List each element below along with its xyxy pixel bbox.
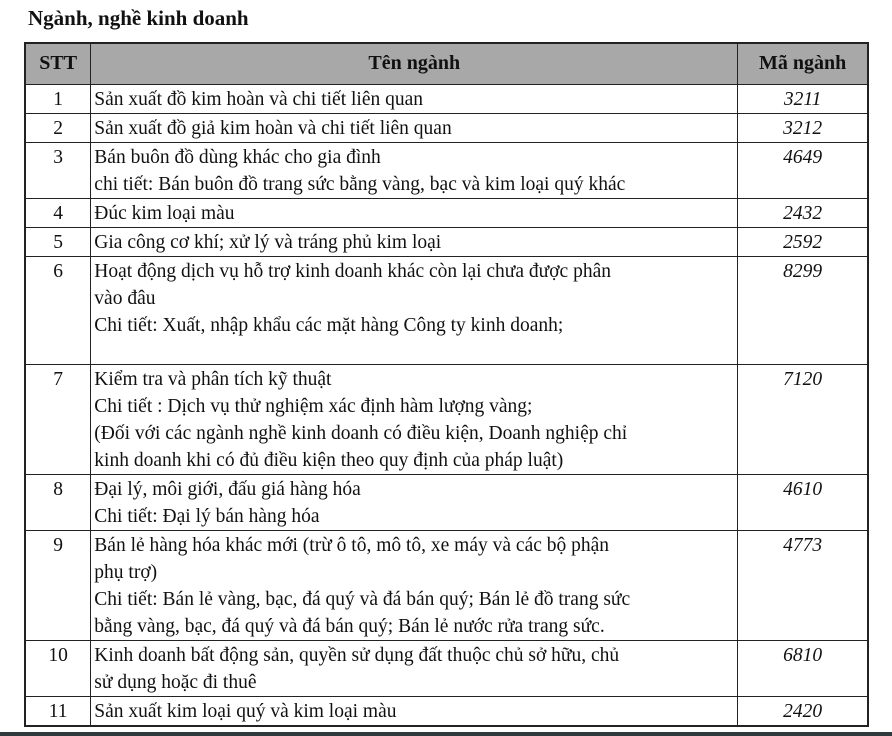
name-line: Bán buôn đồ dùng khác cho gia đình — [94, 146, 381, 168]
cell-name — [91, 142, 738, 198]
cell-code: 6810 — [738, 640, 868, 696]
cell-code: 4649 — [738, 142, 868, 198]
header-name: Tên ngành — [91, 43, 738, 84]
bottom-edge-divider — [0, 732, 892, 736]
name-line: Gia công cơ khí; xử lý và tráng phủ kim loại — [94, 231, 442, 253]
name-line: Đại lý, môi giới, đấu giá hàng hóa — [94, 478, 361, 500]
cell-stt: 8 — [25, 474, 91, 530]
name-line: Kinh doanh bất động sản, quyền sử dụng đất thuộc chủ sở hữu, chủ — [94, 644, 620, 666]
name-line: Bán lẻ hàng hóa khác mới (trừ ô tô, mô tô, xe máy và các bộ phận — [94, 534, 610, 556]
cell-name — [91, 696, 738, 726]
header-code: Mã ngành — [738, 43, 868, 84]
table-header-row — [25, 43, 868, 84]
cell-code: 4773 — [738, 530, 868, 640]
detail-line: Chi tiết: Đại lý bán hàng hóa — [94, 505, 320, 527]
table-row — [25, 198, 868, 227]
table-row — [25, 696, 868, 726]
cell-code: 3212 — [738, 113, 868, 142]
cell-stt: 5 — [25, 227, 91, 256]
cell-code: 2432 — [738, 198, 868, 227]
table-row — [25, 227, 868, 256]
cell-stt: 2 — [25, 113, 91, 142]
cell-stt: 9 — [25, 530, 91, 640]
cell-code: 4610 — [738, 474, 868, 530]
detail-line: bằng vàng, bạc, đá quý và đá bán quý; Bán lẻ nước rửa trang sức. — [94, 615, 605, 637]
cell-name — [91, 474, 738, 530]
table-row — [25, 113, 868, 142]
cell-name — [91, 84, 738, 113]
cell-name — [91, 113, 738, 142]
name-line: Đúc kim loại màu — [94, 202, 235, 224]
table-row — [25, 474, 868, 530]
cell-stt: 7 — [25, 364, 91, 474]
cell-name — [91, 364, 738, 474]
table-row — [25, 256, 868, 364]
business-lines-table — [24, 42, 869, 727]
note-line: (Đối với các ngành nghề kinh doanh có điều kiện, Doanh nghiệp chỉ — [94, 422, 628, 444]
table-row — [25, 640, 868, 696]
cell-stt: 10 — [25, 640, 91, 696]
name-line: vào đâu — [94, 287, 156, 309]
cell-name — [91, 256, 738, 364]
name-line: Hoạt động dịch vụ hỗ trợ kinh doanh khác còn lại chưa được phân — [94, 260, 611, 282]
cell-name — [91, 530, 738, 640]
section-title: Ngành, nghề kinh doanh — [28, 6, 249, 30]
note-line: kinh doanh khi có đủ điều kiện theo quy định của pháp luật) — [94, 449, 564, 471]
cell-code: 2592 — [738, 227, 868, 256]
cell-stt: 1 — [25, 84, 91, 113]
cell-name — [91, 640, 738, 696]
detail-line: Chi tiết: Bán lẻ vàng, bạc, đá quý và đá bán quý; Bán lẻ đồ trang sức — [94, 588, 631, 610]
detail-line: Chi tiết : Dịch vụ thử nghiệm xác định hàm lượng vàng; — [94, 395, 533, 417]
name-line: Sản xuất đồ giả kim hoàn và chi tiết liên quan — [94, 117, 452, 139]
cell-stt: 11 — [25, 696, 91, 726]
name-line: phụ trợ) — [94, 561, 158, 583]
name-line: sử dụng hoặc đi thuê — [94, 671, 257, 693]
name-line: Kiểm tra và phân tích kỹ thuật — [94, 368, 332, 390]
table-row — [25, 142, 868, 198]
cell-stt: 3 — [25, 142, 91, 198]
cell-code: 8299 — [738, 256, 868, 364]
table-row — [25, 84, 868, 113]
name-line: Sản xuất kim loại quý và kim loại màu — [94, 700, 397, 722]
header-stt: STT — [25, 43, 91, 84]
name-line: Sản xuất đồ kim hoàn và chi tiết liên quan — [94, 88, 424, 110]
table-row — [25, 530, 868, 640]
cell-stt: 6 — [25, 256, 91, 364]
cell-name — [91, 227, 738, 256]
cell-code: 7120 — [738, 364, 868, 474]
detail-line: Chi tiết: Xuất, nhập khẩu các mặt hàng Công ty kinh doanh; — [94, 314, 564, 336]
table-row — [25, 364, 868, 474]
cell-stt: 4 — [25, 198, 91, 227]
cell-name — [91, 198, 738, 227]
detail-line: chi tiết: Bán buôn đồ trang sức bằng vàng, bạc và kim loại quý khác — [94, 173, 626, 195]
cell-code: 2420 — [738, 696, 868, 726]
cell-code: 3211 — [738, 84, 868, 113]
